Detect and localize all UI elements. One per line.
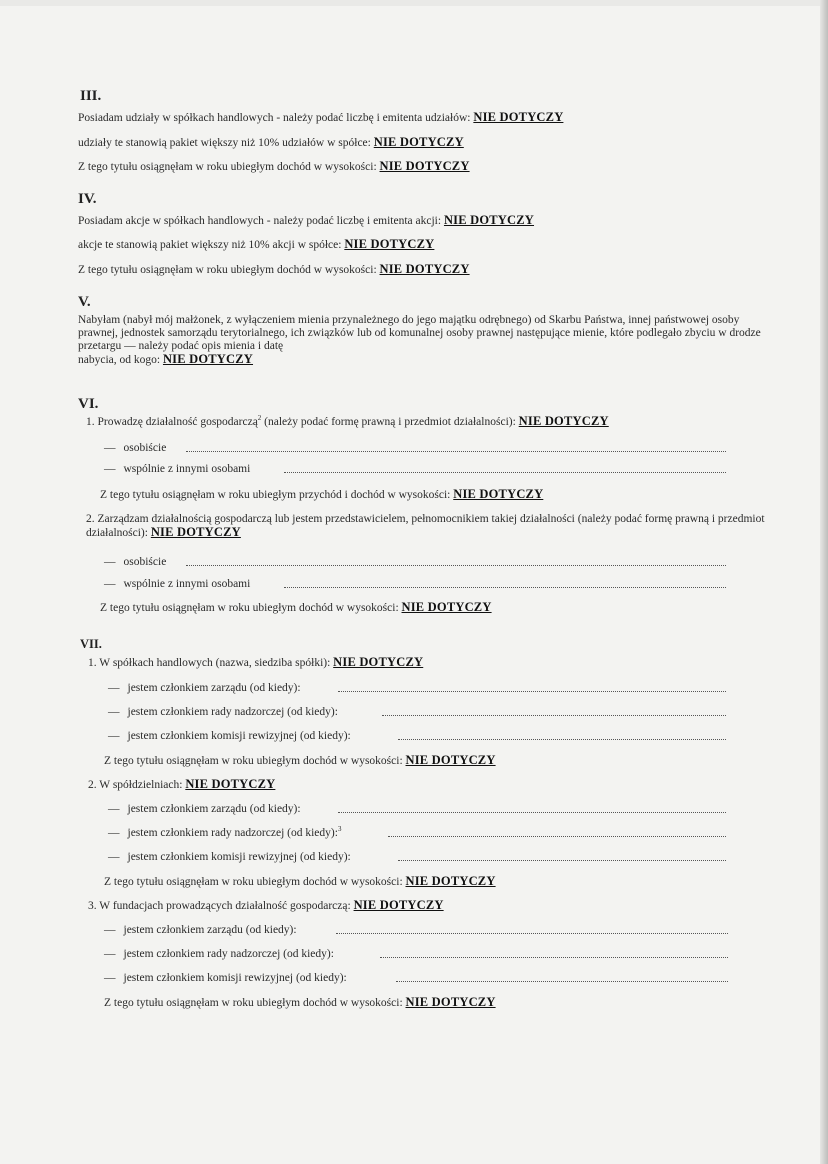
shares-stake-line: udziały te stanowią pakiet większy niż 10% udziałów w spółce: NIE DOTYCZY: [78, 135, 464, 149]
not-applicable-value: NIE DOTYCZY: [185, 777, 276, 791]
not-applicable-value: NIE DOTYCZY: [453, 487, 544, 501]
not-applicable-value: NIE DOTYCZY: [405, 753, 496, 767]
not-applicable-value: NIE DOTYCZY: [379, 262, 470, 276]
foundations-board-dots: [336, 933, 728, 934]
management-jointly-dots: [284, 587, 726, 588]
cooperatives-board-label: — jestem członkiem zarządu (od kiedy):: [108, 803, 301, 815]
foundations-line: 3. W fundacjach prowadzących działalność gospodarczą: NIE DOTYCZY: [88, 898, 444, 912]
foundations-supervisory-dots: [380, 957, 728, 958]
cooperatives-supervisory-label: — jestem członkiem rady nadzorczej (od kiedy):$^3$: [108, 825, 342, 839]
shares-line: Posiadam udziały w spółkach handlowych - należy podać liczbę i emitenta udziałów: NIE DOTYCZY: [78, 110, 564, 124]
cooperatives-audit-label: — jestem członkiem komisji rewizyjnej (od kiedy):: [108, 851, 351, 863]
business-management-line: 2. Zarządzam działalnością gospodarczą lub jestem przedstawicielem, pełnomocnikiem takiej działalności (należy podać formę prawną i przedmiot działalności): NIE DOTYCZY: [86, 513, 765, 539]
foundations-income-line: Z tego tytułu osiągnęłam w roku ubiegłym dochód w wysokości: NIE DOTYCZY: [104, 995, 496, 1009]
cooperatives-income-line: Z tego tytułu osiągnęłam w roku ubiegłym dochód w wysokości: NIE DOTYCZY: [104, 874, 496, 888]
companies-board-dots: [338, 691, 726, 692]
stocks-income-line: Z tego tytułu osiągnęłam w roku ubiegłym dochód w wysokości: NIE DOTYCZY: [78, 262, 470, 276]
foundations-audit-label: — jestem członkiem komisji rewizyjnej (od kiedy):: [104, 972, 347, 984]
not-applicable-value: NIE DOTYCZY: [162, 352, 254, 366]
not-applicable-value: NIE DOTYCZY: [344, 237, 435, 251]
business-income-line: Z tego tytułu osiągnęłam w roku ubiegłym przychód i dochód w wysokości: NIE DOTYCZY: [100, 487, 544, 501]
not-applicable-value: NIE DOTYCZY: [401, 600, 492, 614]
shares-income-line: Z tego tytułu osiągnęłam w roku ubiegłym dochód w wysokości: NIE DOTYCZY: [78, 159, 470, 173]
cooperatives-supervisory-dots: [388, 836, 726, 837]
scan-right-edge: [820, 0, 828, 1164]
management-jointly-label: — wspólnie z innymi osobami: [104, 578, 251, 590]
not-applicable-value: NIE DOTYCZY: [518, 414, 609, 428]
companies-income-line: Z tego tytułu osiągnęłam w roku ubiegłym dochód w wysokości: NIE DOTYCZY: [104, 753, 496, 767]
section-vii-heading: VII.: [80, 637, 102, 651]
management-personally-dots: [186, 565, 726, 566]
section-vi-heading: VI.: [78, 396, 99, 412]
not-applicable-value: NIE DOTYCZY: [379, 159, 470, 173]
personally-field-dots: [186, 451, 726, 452]
section-v-heading: V.: [78, 294, 91, 310]
not-applicable-value: NIE DOTYCZY: [405, 995, 496, 1009]
business-activity-line: 1. Prowadzę działalność gospodarczą$^2$ (należy podać formę prawną i przedmiot działalności): NIE DOTYCZY: [86, 414, 609, 428]
not-applicable-value: NIE DOTYCZY: [150, 525, 241, 539]
not-applicable-value: NIE DOTYCZY: [405, 874, 496, 888]
property-acquisition-text: Nabyłam (nabył mój małżonek, z wyłączeniem mienia przynależnego do jego majątku odrębnego) od Skarbu Państwa, innej państwowej osoby prawnej, jednostek samorządu terytorialnego, ich związków lub od komunalnej osoby prawnej następujące mienie, które podlegało zbyciu w drodze przetargu — należy podać opis mienia i datę nabycia, od kogo: NIE DOTYCZY: [78, 314, 761, 366]
management-income-line: Z tego tytułu osiągnęłam w roku ubiegłym dochód w wysokości: NIE DOTYCZY: [100, 600, 492, 614]
personally-field-label: — osobiście: [104, 442, 167, 454]
management-personally-label: — osobiście: [104, 556, 167, 568]
cooperatives-line: 2. W spółdzielniach: NIE DOTYCZY: [88, 777, 276, 791]
companies-audit-dots: [398, 739, 726, 740]
companies-supervisory-dots: [382, 715, 726, 716]
not-applicable-value: NIE DOTYCZY: [473, 110, 564, 124]
companies-audit-label: — jestem członkiem komisji rewizyjnej (od kiedy):: [108, 730, 351, 742]
jointly-field-label: — wspólnie z innymi osobami: [104, 463, 251, 475]
companies-line: 1. W spółkach handlowych (nazwa, siedziba spółki): NIE DOTYCZY: [88, 655, 424, 669]
not-applicable-value: NIE DOTYCZY: [443, 213, 535, 227]
companies-supervisory-label: — jestem członkiem rady nadzorczej (od kiedy):: [108, 706, 338, 718]
section-iii-heading: III.: [80, 88, 102, 104]
stocks-stake-line: akcje te stanowią pakiet większy niż 10% akcji w spółce: NIE DOTYCZY: [78, 237, 435, 251]
not-applicable-value: NIE DOTYCZY: [373, 135, 464, 149]
not-applicable-value: NIE DOTYCZY: [353, 898, 444, 912]
jointly-field-dots: [284, 472, 726, 473]
cooperatives-board-dots: [338, 812, 726, 813]
footnote-2: 2: [257, 414, 262, 423]
not-applicable-value: NIE DOTYCZY: [333, 655, 424, 669]
foundations-board-label: — jestem członkiem zarządu (od kiedy):: [104, 924, 297, 936]
cooperatives-audit-dots: [398, 860, 726, 861]
foundations-audit-dots: [396, 981, 728, 982]
footnote-3: 3: [337, 825, 342, 834]
foundations-supervisory-label: — jestem członkiem rady nadzorczej (od kiedy):: [104, 948, 334, 960]
stocks-line: Posiadam akcje w spółkach handlowych - należy podać liczbę i emitenta akcji: NIE DOTYCZY: [78, 213, 535, 227]
companies-board-label: — jestem członkiem zarządu (od kiedy):: [108, 682, 301, 694]
section-iv-heading: IV.: [78, 191, 97, 207]
